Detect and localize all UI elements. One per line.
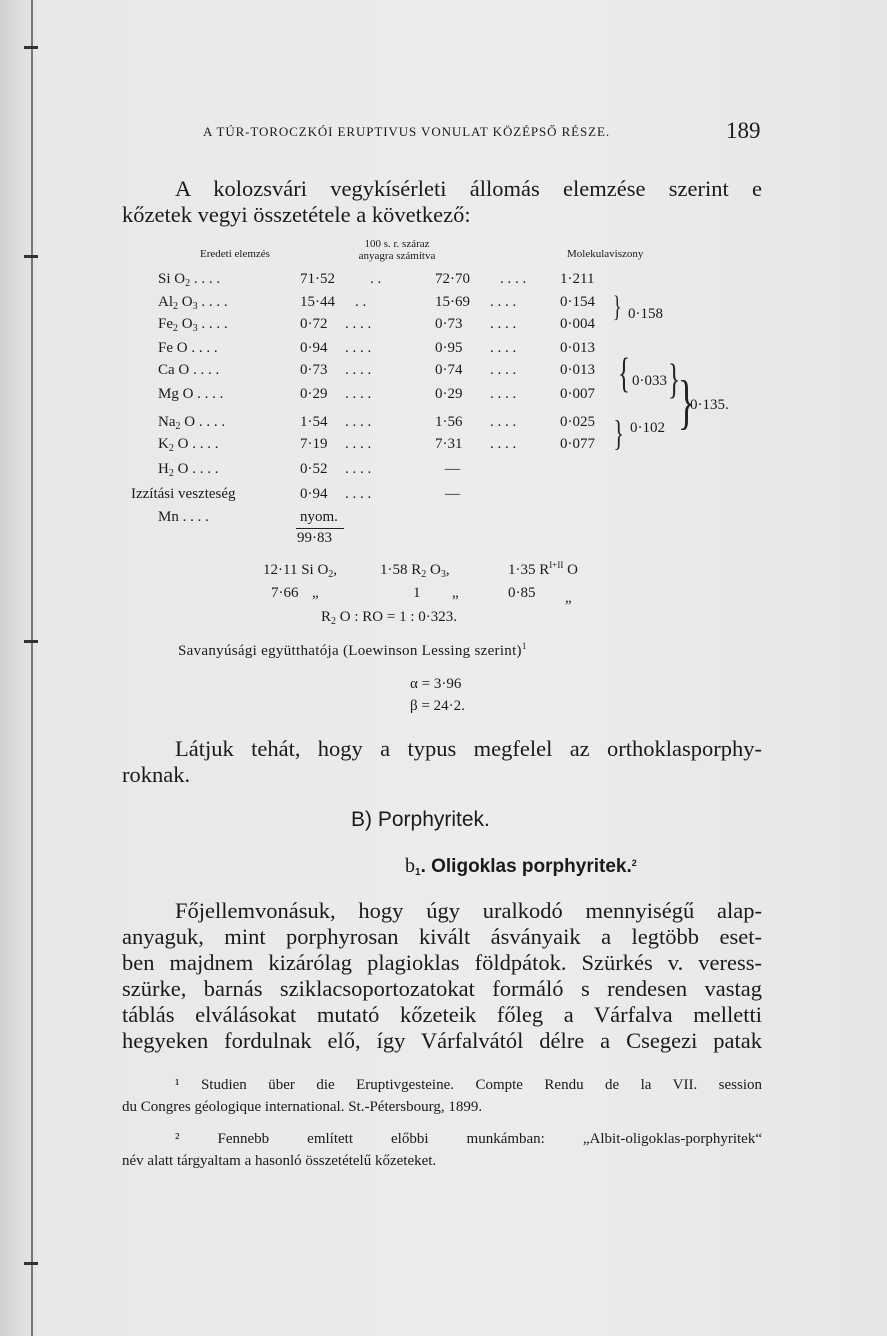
value-dry: 0·29 bbox=[435, 386, 463, 402]
leader-dots: . . . . bbox=[193, 271, 221, 287]
value-molecular: 1·211 bbox=[560, 271, 595, 287]
table-row bbox=[0, 291, 887, 313]
leader-dots: . . . . bbox=[345, 316, 372, 332]
oxide-name: Fe bbox=[158, 316, 173, 332]
leader-dots: . . . . bbox=[182, 509, 209, 525]
table-row bbox=[0, 313, 887, 335]
leader-dots: . . . . bbox=[345, 386, 372, 402]
formula-term: 1·58 R bbox=[380, 562, 422, 578]
formula-subscript: 2 bbox=[421, 569, 427, 580]
group-sum-all: 0·135. bbox=[690, 397, 729, 413]
col-head-dry-line2: anyagra számítva bbox=[358, 250, 436, 262]
brace: } bbox=[612, 290, 622, 323]
leader-dots: . . . . bbox=[198, 414, 226, 430]
acidity-text: Savanyúsági együtthatója (Loewinson Lessing szerint) bbox=[178, 643, 522, 659]
binding-edge bbox=[31, 0, 33, 1336]
text-line: ben majdnem kizárólag plagioklas földpátok. Szürkés v. veress- bbox=[122, 950, 762, 975]
text-line: roknak. bbox=[122, 762, 191, 787]
ditto-mark: „ bbox=[312, 585, 319, 601]
formula-term: 1·35 R bbox=[508, 562, 550, 578]
formula-term: 12·11 Si O bbox=[263, 562, 329, 578]
table-row bbox=[0, 483, 887, 505]
value-dry: 1·56 bbox=[435, 414, 463, 430]
leader-dots: . . . . bbox=[490, 414, 517, 430]
brace: } bbox=[668, 357, 681, 403]
section-heading: B) Porphyritek. bbox=[351, 808, 490, 831]
oxide-name: O bbox=[178, 316, 193, 332]
oxide-name: Ca O bbox=[158, 362, 190, 378]
text-line: táblás elválásokat mutató kőzeteik főleg a Várfalva melletti bbox=[122, 1002, 762, 1027]
leader-dots: . . . . bbox=[193, 362, 220, 378]
value-original: nyom. bbox=[300, 509, 338, 525]
value-molecular: 0·013 bbox=[560, 340, 595, 356]
oxide-name: O bbox=[173, 461, 189, 477]
text-line: hegyeken fordulnak elő, így Várfalvától délre a Csegezi patak bbox=[122, 1028, 762, 1053]
oxide-name: K bbox=[158, 436, 169, 452]
value-dry: 0·95 bbox=[435, 340, 463, 356]
subsection-letter: b bbox=[405, 855, 415, 877]
oxide-subscript: 3 bbox=[192, 323, 198, 334]
formula-term: R bbox=[321, 609, 332, 625]
leader-dots: . . . . bbox=[490, 340, 517, 356]
oxide-name: O bbox=[180, 414, 196, 430]
sum-rule bbox=[296, 528, 344, 529]
formula-subscript: 2 bbox=[331, 616, 337, 627]
ditto-mark: „ bbox=[565, 590, 572, 606]
value-dry: — bbox=[445, 486, 460, 502]
table-row bbox=[0, 268, 887, 290]
value-original: 15·44 bbox=[300, 294, 335, 310]
value-original: 0·52 bbox=[300, 461, 328, 477]
oxide-name: O bbox=[173, 436, 189, 452]
beta-value: β = 24·2. bbox=[410, 698, 465, 714]
oxide-subscript: 2 bbox=[173, 323, 178, 334]
text-line: Látjuk tehát, hogy a typus megfelel az orthoklasporphy- bbox=[175, 736, 762, 761]
formula-term: , bbox=[445, 562, 450, 578]
leader-dots: . . . . bbox=[345, 461, 372, 477]
value-dry: 0·74 bbox=[435, 362, 463, 378]
formula-ratio-line bbox=[321, 609, 457, 626]
binding-mark bbox=[24, 255, 38, 258]
footnote-ref: 2 bbox=[631, 858, 637, 868]
value-dry: 0·73 bbox=[435, 316, 463, 332]
table-row bbox=[0, 411, 887, 433]
value-molecular: 0·154 bbox=[560, 294, 595, 310]
text-line: kőzetek vegyi összetétele a következő: bbox=[122, 202, 471, 227]
value-molecular: 0·077 bbox=[560, 436, 595, 452]
footnote-line: ¹ Studien über die Eruptivgesteine. Compte Rendu de la VII. session bbox=[175, 1077, 762, 1093]
footnote-line: név alatt tárgyaltam a hasonló összetételű kőzeteket. bbox=[122, 1153, 437, 1169]
leader-dots: . . . . bbox=[345, 486, 372, 502]
value-dry: 72·70 bbox=[435, 271, 470, 287]
formula-superscript: I+II bbox=[549, 560, 564, 570]
value-original: 7·19 bbox=[300, 436, 328, 452]
leader-dots: . . . . bbox=[490, 386, 517, 402]
subsection-dot: . bbox=[420, 856, 426, 877]
oxide-subscript: 2 bbox=[173, 301, 178, 312]
oxide-name: Mg O bbox=[158, 386, 194, 402]
value-original: 0·94 bbox=[300, 340, 328, 356]
leader-dots: . . . . bbox=[201, 294, 228, 310]
value-original: 71·52 bbox=[300, 271, 335, 287]
row-label: Izzítási veszteség bbox=[131, 486, 236, 502]
col-head-molecular: Molekulaviszony bbox=[567, 248, 644, 260]
subsection-title: Oligoklas porphyritek. bbox=[425, 856, 632, 877]
body-paragraph bbox=[122, 898, 762, 1054]
analysis-total: 99·83 bbox=[297, 530, 332, 546]
table-row bbox=[0, 359, 887, 381]
leader-dots: . . . . bbox=[192, 436, 219, 452]
value-original: 1·54 bbox=[300, 414, 328, 430]
formula-line-1b bbox=[380, 562, 450, 579]
leader-dots: . . . . bbox=[345, 362, 372, 378]
table-row bbox=[0, 458, 887, 480]
leader-dots: . . . . bbox=[345, 414, 372, 430]
text-line: Főjellemvonásuk, hogy úgy uralkodó mennyiségű alap- bbox=[175, 898, 762, 923]
leader-dots: . . bbox=[370, 271, 382, 287]
formula-subscript: 2 bbox=[328, 569, 334, 580]
oxide-name: Al bbox=[158, 294, 173, 310]
intro-paragraph bbox=[122, 176, 762, 228]
oxide-name: H bbox=[158, 461, 169, 477]
brace: { bbox=[618, 351, 631, 397]
value-dry: 7·31 bbox=[435, 436, 463, 452]
brace: } bbox=[613, 413, 624, 453]
value-original: 0·94 bbox=[300, 486, 328, 502]
footnote-line: du Congres géologique international. St.-Pétersbourg, 1899. bbox=[122, 1099, 483, 1115]
leader-dots: . . bbox=[355, 294, 367, 310]
binding-mark bbox=[24, 640, 38, 643]
leader-dots: . . . . bbox=[192, 461, 219, 477]
oxide-subscript: 2 bbox=[168, 468, 174, 479]
leader-dots: . . . . bbox=[345, 340, 372, 356]
binding-mark bbox=[24, 1262, 38, 1265]
footnote-1 bbox=[122, 1074, 762, 1118]
leader-dots: . . . . bbox=[197, 386, 224, 402]
leader-dots: . . . . bbox=[490, 294, 517, 310]
binding-mark bbox=[24, 46, 38, 49]
formula-ratio: 1 bbox=[413, 585, 421, 601]
table-row bbox=[0, 433, 887, 455]
value-dry: — bbox=[445, 461, 460, 477]
formula-line-1 bbox=[263, 562, 337, 579]
group-sum-al-fe: 0·158 bbox=[628, 306, 663, 322]
value-molecular: 0·007 bbox=[560, 386, 595, 402]
leader-dots: . . . . bbox=[490, 316, 517, 332]
value-molecular: 0·025 bbox=[560, 414, 595, 430]
formula-term: O bbox=[563, 562, 578, 578]
formula-term: , bbox=[333, 562, 338, 578]
text-line: szürke, barnás sziklacsoportozatokat formáló s rendesen vastag bbox=[122, 976, 762, 1001]
text-line: anyaguk, mint porphyrosan kivált ásványaik a legtöbb eset- bbox=[122, 924, 762, 949]
formula-subscript: 3 bbox=[440, 569, 446, 580]
col-head-dry-line1: 100 s. r. száraz bbox=[364, 238, 430, 250]
formula-line-1c bbox=[508, 562, 578, 579]
col-head-dry bbox=[347, 238, 447, 262]
value-original: 0·29 bbox=[300, 386, 328, 402]
table-row bbox=[0, 383, 887, 405]
value-original: 0·72 bbox=[300, 316, 328, 332]
oxide-subscript: 2 bbox=[175, 421, 181, 432]
value-molecular: 0·004 bbox=[560, 316, 595, 332]
leader-dots: . . . . bbox=[490, 436, 517, 452]
leader-dots: . . . . bbox=[345, 436, 372, 452]
running-title: A TÚR-TOROCZKÓI ERUPTIVUS VONULAT KÖZÉPSŐ RÉSZE. bbox=[203, 124, 610, 139]
formula-ratio: 7·66 bbox=[271, 585, 299, 601]
oxide-name: Fe O bbox=[158, 340, 188, 356]
formula-term: O bbox=[426, 562, 441, 578]
oxide-subscript: 2 bbox=[185, 278, 191, 289]
formula-term: O : RO = 1 : 0·323. bbox=[336, 609, 457, 625]
col-head-original: Eredeti elemzés bbox=[200, 248, 270, 260]
leader-dots: . . . . bbox=[201, 316, 228, 332]
oxide-name: O bbox=[178, 294, 193, 310]
value-molecular: 0·013 bbox=[560, 362, 595, 378]
oxide-name: Si O bbox=[158, 271, 186, 287]
oxide-name: Na bbox=[158, 414, 176, 430]
table-row bbox=[0, 337, 887, 359]
alpha-value: α = 3·96 bbox=[410, 676, 462, 692]
footnote-ref: 1 bbox=[521, 641, 527, 651]
subsection-heading bbox=[405, 855, 637, 878]
footnote-2 bbox=[122, 1128, 762, 1172]
text-line: A kolozsvári vegykísérleti állomás elemzése szerint e bbox=[175, 176, 762, 201]
ditto-mark: „ bbox=[452, 585, 459, 601]
group-sum-ca-mg: 0·033 bbox=[632, 373, 667, 389]
brace: } bbox=[677, 369, 696, 435]
leader-dots: . . . . bbox=[500, 271, 527, 287]
leader-dots: . . . . bbox=[191, 340, 218, 356]
oxide-subscript: 2 bbox=[168, 443, 174, 454]
value-original: 0·73 bbox=[300, 362, 328, 378]
table-row bbox=[0, 506, 887, 528]
footnote-line: ² Fennebb említett előbbi munkámban: „Albit-oligoklas-porphyritek“ bbox=[175, 1131, 762, 1147]
formula-ratio: 0·85 bbox=[508, 585, 536, 601]
page-number: 189 bbox=[726, 118, 761, 143]
acidity-line bbox=[178, 643, 527, 660]
leader-dots: . . . . bbox=[490, 362, 517, 378]
subsection-subscript: 1 bbox=[415, 867, 421, 878]
oxide-subscript: 3 bbox=[192, 301, 198, 312]
conclusion-paragraph bbox=[122, 736, 762, 788]
oxide-name: Mn bbox=[158, 509, 179, 525]
value-dry: 15·69 bbox=[435, 294, 470, 310]
group-sum-na-k: 0·102 bbox=[630, 420, 665, 436]
